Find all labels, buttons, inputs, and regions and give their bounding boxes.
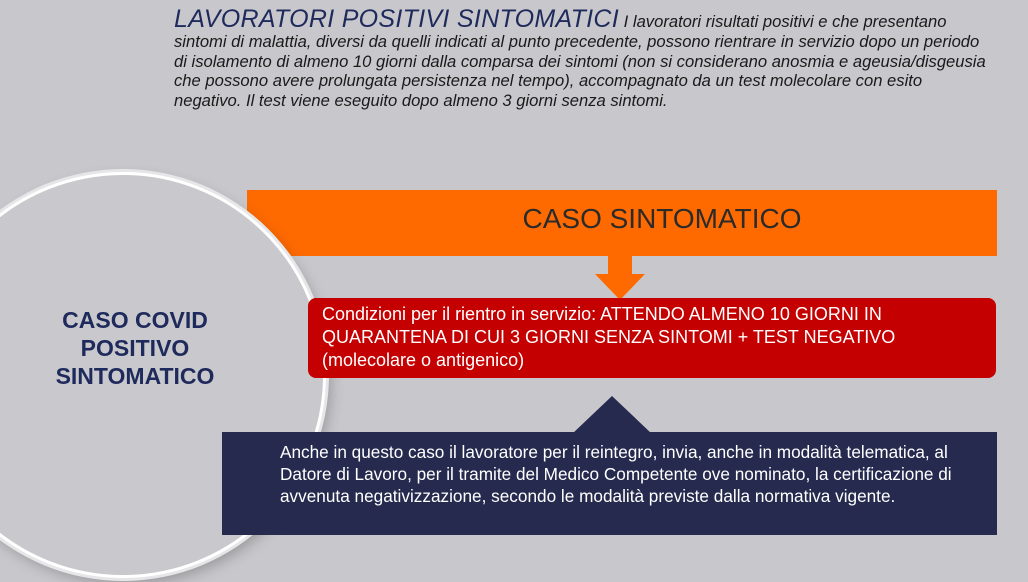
header-description: I lavoratori risultati positivi e che presentano sintomi di malattia, diversi da quelli indicati al punto precedente, possono rientrare in servizio dopo un periodo di isolamento di almeno 10 giorni dalla comparsa dei sintomi (non si considerano anosmia e ageusia/disgeusia che possono avere prolungata persistenza nel tempo), accompagnato da un test molecolare con esito negativo. Il test viene eseguito dopo almeno 3 giorni senza sintomi. — [174, 12, 986, 111]
triangle-up-icon — [572, 396, 652, 434]
header-title: LAVORATORI POSITIVI SINTOMATICI — [174, 5, 620, 33]
header-block — [174, 5, 994, 111]
header-paragraph — [174, 5, 994, 111]
arrow-down-icon — [595, 256, 645, 300]
red-conditions-box — [308, 298, 996, 378]
navy-info-text: Anche in questo caso il lavoratore per il reintegro, invia, anche in modalità telematica, al Datore di Lavoro, per il tramite del Medico Competente ove nominato, la certificazione di avvenuta negativizzazione, secondo le modalità previste dalla normativa vigente. — [280, 442, 952, 506]
orange-banner-label: CASO SINTOMATICO — [522, 203, 802, 234]
navy-info-box — [222, 432, 997, 535]
circle-label: CASO COVID POSITIVO SINTOMATICO — [55, 307, 215, 389]
red-conditions-text: Condizioni per il rientro in servizio: ATTENDO ALMENO 10 GIORNI IN QUARANTENA DI CUI 3 GIORNI SENZA SINTOMI + TEST NEGATIVO (molecolare o antigenico) — [322, 304, 896, 370]
